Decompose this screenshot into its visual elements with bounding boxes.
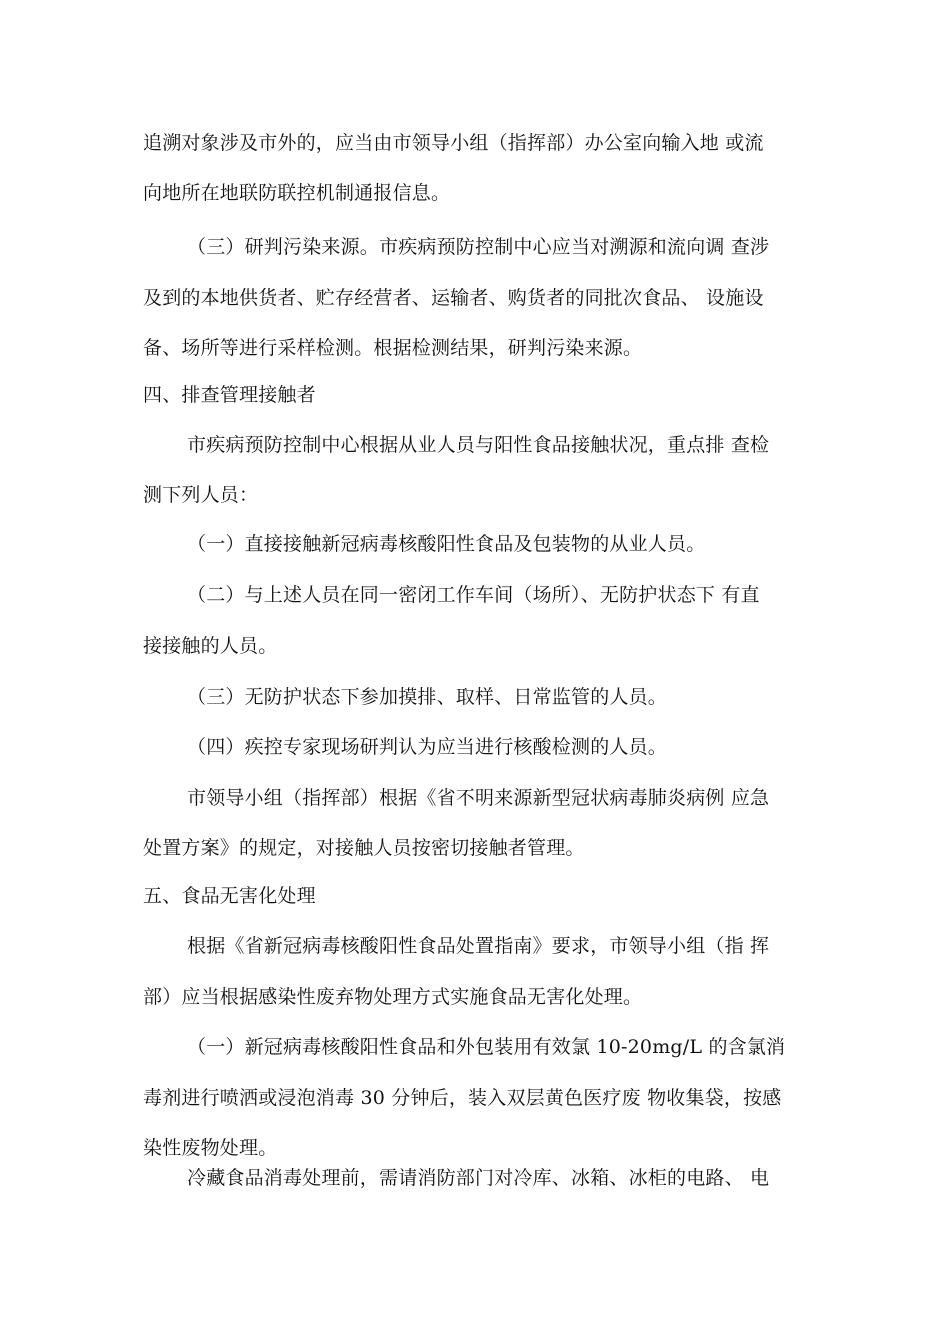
section-heading: 五、食品无害化处理 xyxy=(143,885,316,907)
list-item-continuation: 毒剂进行喷洒或浸泡消毒 30 分钟后，装入双层黄色医疗废 物收集袋，按感 xyxy=(143,1087,782,1109)
paragraph-line: 向地所在地联防联控机制通报信息。 xyxy=(143,182,451,204)
paragraph-line: （三）研判污染来源。市疾病预防控制中心应当对溯源和流向调 查涉 xyxy=(187,236,770,258)
paragraph-line: 部）应当根据感染性废弃物处理方式实施食品无害化处理。 xyxy=(143,986,643,1008)
list-item: （三）无防护状态下参加摸排、取样、日常监管的人员。 xyxy=(187,686,668,708)
list-item: （一）新冠病毒核酸阳性食品和外包装用有效氯 10-20mg/L 的含氯消 xyxy=(187,1036,786,1058)
paragraph-line: 根据《省新冠病毒核酸阳性食品处置指南》要求，市领导小组（指 挥 xyxy=(187,935,770,957)
list-item-continuation: 染性废物处理。 xyxy=(143,1137,278,1159)
paragraph-line: 追溯对象涉及市外的，应当由市领导小组（指挥部）办公室向输入地 或流 xyxy=(143,132,764,154)
paragraph-line: 备、场所等进行采样检测。根据检测结果，研判污染来源。 xyxy=(143,337,643,359)
paragraph-line: 市领导小组（指挥部）根据《省不明来源新型冠状病毒肺炎病例 应急 xyxy=(187,787,770,809)
list-item: （一）直接接触新冠病毒核酸阳性食品及包装物的从业人员。 xyxy=(187,533,706,555)
paragraph-line: 冷藏食品消毒处理前，需请消防部门对冷库、冰箱、冰柜的电路、 电 xyxy=(187,1167,770,1189)
list-item: （二）与上述人员在同一密闭工作车间（场所）、无防护状态下 有直 xyxy=(187,584,760,606)
paragraph-line: 市疾病预防控制中心根据从业人员与阳性食品接触状况，重点排 查检 xyxy=(187,434,770,456)
list-item: （四）疾控专家现场研判认为应当进行核酸检测的人员。 xyxy=(187,736,668,758)
paragraph-line: 测下列人员： xyxy=(143,484,259,506)
paragraph-line: 处置方案》的规定，对接触人员按密切接触者管理。 xyxy=(143,837,585,859)
section-heading: 四、排查管理接触者 xyxy=(143,384,316,406)
paragraph-line: 及到的本地供货者、贮存经营者、运输者、购货者的同批次食品、 设施设 xyxy=(143,287,764,309)
list-item-continuation: 接接触的人员。 xyxy=(143,635,278,657)
